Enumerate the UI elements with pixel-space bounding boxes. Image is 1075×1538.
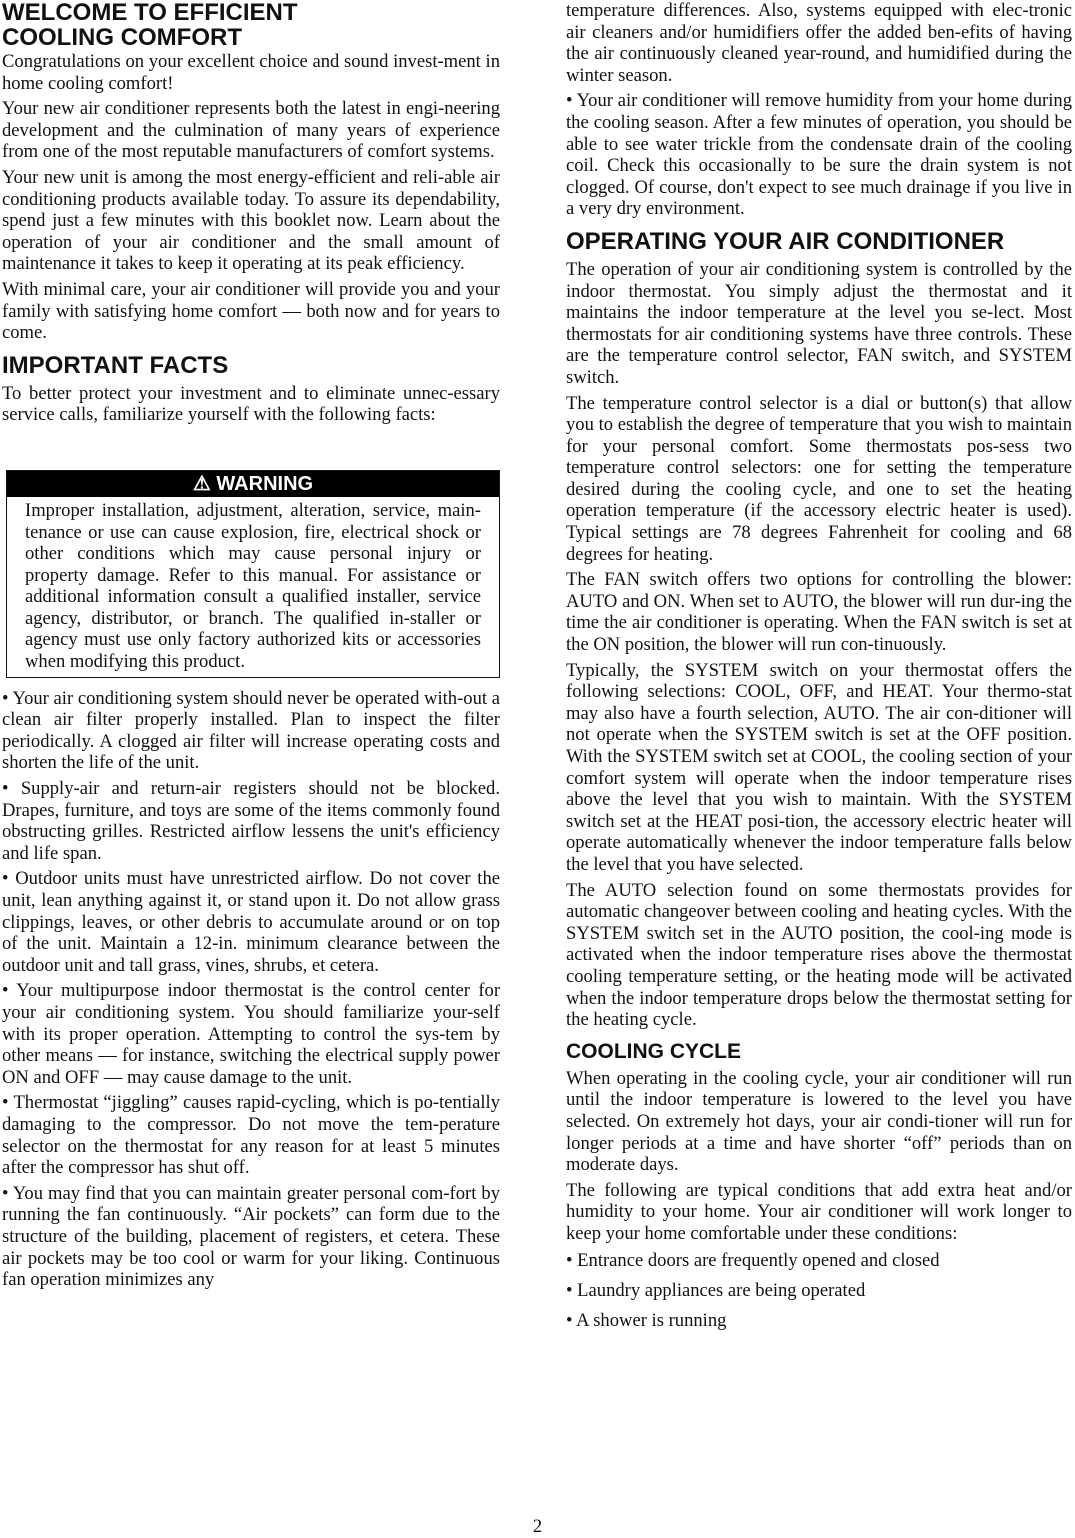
operating-heading: OPERATING YOUR AIR CONDITIONER [566,227,1005,255]
left-column [2,0,500,1295]
fact-item: • Supply-air and return-air registers should not be blocked. Drapes, furniture, and toys are some of the items commonly found obstructing grilles. Restricted airflow lessens the unit's efficiency and life span. [2,778,500,864]
warning-header: ⚠ WARNING [7,471,499,497]
fact-item: • Your air conditioner will remove humidity from your home during the cooling season. After a few minutes of operation, you should be able to see water trickle from the condensate drain of the cooling coil. Check this occasionally to be sure the drain system is not clogged. Of course, don't expect to see much drainage if you live in a very dry environment. [566,90,1072,220]
paragraph: The temperature control selector is a dial or button(s) that allow you to establish the degree of temperature that you wish to maintain for your personal comfort. Some thermostats pos-sess two temperature control selectors: one for setting the temperature desired during the cooling cycle, and one to set the heating operation temperature (if the accessory electric heater is used). Typical settings are 78 degrees Fahrenheit for cooling and 68 degrees for heating. [566,392,1072,565]
condition-item: • Entrance doors are frequently opened and closed [566,1250,1072,1272]
important-facts-heading: IMPORTANT FACTS [2,351,229,379]
paragraph: With minimal care, your air conditioner will provide you and your family with satisfying home comfort — both now and for years to come. [2,278,500,344]
paragraph: When operating in the cooling cycle, your air conditioner will run until the indoor temperature is lowered to the level you have selected. On extremely hot days, your air condi-tioner will run for longer periods at a time and have shorter “off” periods than on moderate days. [566,1067,1072,1176]
paragraph: The operation of your air conditioning system is controlled by the indoor thermostat. You simply adjust the thermostat and it maintains the indoor temperature at the level you se-lect. Most thermostats for air conditioning systems have three controls. These are the temperature control selector, FAN switch, and SYSTEM switch. [566,258,1072,388]
title-line: COOLING COMFORT [2,24,242,51]
title-line: WELCOME TO EFFICIENT [2,0,298,26]
warning-text: Improper installation, adjustment, alteration, service, main-tenance or use can cause explosion, fire, electrical shock or other conditions which may cause personal injury or property damage. Refer to this manual. For assistance or additional information consult a qualified installer, service agency, distributor, or branch. The qualified in-staller or agency must use only factory authorized kits or accessories when modifying this product. [25,499,481,673]
condition-item: • A shower is running [566,1310,1072,1332]
paragraph: Your new air conditioner represents both the latest in engi-neering development and the culmination of many years of experience from one of the most reputable manufacturers of comfort systems. [2,98,500,163]
paragraph: Congratulations on your excellent choice and sound invest-ment in home cooling comfort! [2,51,500,94]
conditions-list [566,1250,1072,1331]
fact-item: • Your multipurpose indoor thermostat is the control center for your air conditioning system. You should familiarize your-self with its proper operation. Attempting to control the sys-tem by other means — for instance, switching the electrical supply power ON and OFF — may cause damage to the unit. [2,980,500,1088]
paragraph: To better protect your investment and to eliminate unnec-essary service calls, familiarize yourself with the following facts: [2,382,500,426]
paragraph: Typically, the SYSTEM switch on your thermostat offers the following selections: COOL, OFF, and HEAT. Your thermo-stat may also have a fourth selection, AUTO. The air con-ditioner will not operate when the SYSTEM switch is set at the OFF position. With the SYSTEM switch set at COOL, the cooling section of your comfort system will operate when the indoor temperature rises above the level that you wish to maintain. With the SYSTEM switch set at the HEAT posi-tion, the accessory electric heater will operate automatically whenever the indoor temperature falls below the level that you have selected. [566,659,1072,875]
paragraph: The FAN switch offers two options for controlling the blower: AUTO and ON. When set to AUTO, the blower will run dur-ing the time the air conditioner is operating. When the FAN switch is set at the ON position, the blower will run con-tinuously. [566,569,1072,656]
fact-item: • Thermostat “jiggling” causes rapid-cycling, which is po-tentially damaging to the compressor. Do not move the tem-perature selector on the thermostat for any reason for at least 5 minutes after the compressor has shut off. [2,1092,500,1178]
fact-item: • Your air conditioning system should never be operated with-out a clean air filter properly installed. Plan to inspect the filter periodically. A clogged air filter will increase operating costs and shorten the life of the unit. [2,688,500,774]
paragraph: temperature differences. Also, systems equipped with elec-tronic air cleaners and/or humidifiers offer the added ben-efits of having the air continuously cleaned year-round, and humidified during the winter season. [566,0,1072,86]
condition-item: • Laundry appliances are being operated [566,1280,1072,1302]
right-column [566,0,1072,1339]
cooling-cycle-heading: COOLING CYCLE [566,1039,742,1063]
fact-item: • Outdoor units must have unrestricted airflow. Do not cover the unit, lean anything against it, or stand upon it. Do not allow grass clippings, leaves, or other debris to accumulate around or on top of the unit. Maintain a 12-in. minimum clearance between the outdoor unit and tall grass, vines, shrubs, et cetera. [2,868,500,976]
welcome-heading [2,0,500,50]
paragraph: Your new unit is among the most energy-efficient and reli-able air conditioning products available today. To assure its dependability, spend just a few minutes with this booklet now. Learn about the operation of your air conditioner and the small amount of maintenance it takes to keep it operating at its peak efficiency. [2,166,500,275]
paragraph: The following are typical conditions that add extra heat and/or humidity to your home. Your air conditioner will work longer to keep your home comfortable under these conditions: [566,1179,1072,1244]
fact-item: • You may find that you can maintain greater personal com-fort by running the fan continuously. “Air pockets” can form due to the structure of the building, placement of registers, et cetera. These air pockets may be too cool or warm for your liking. Continuous fan operation minimizes any [2,1183,500,1291]
paragraph: The AUTO selection found on some thermostats provides for automatic changeover between cooling and heating cycles. With the SYSTEM switch set in the AUTO position, the cool-ing mode is activated when the indoor temperature rises above the thermostat cooling temperature setting, or the heating mode will be activated when the indoor temperature drops below the thermostat setting for the heating cycle. [566,879,1072,1031]
warning-box [6,470,500,678]
page-number: 2 [532,1516,543,1537]
